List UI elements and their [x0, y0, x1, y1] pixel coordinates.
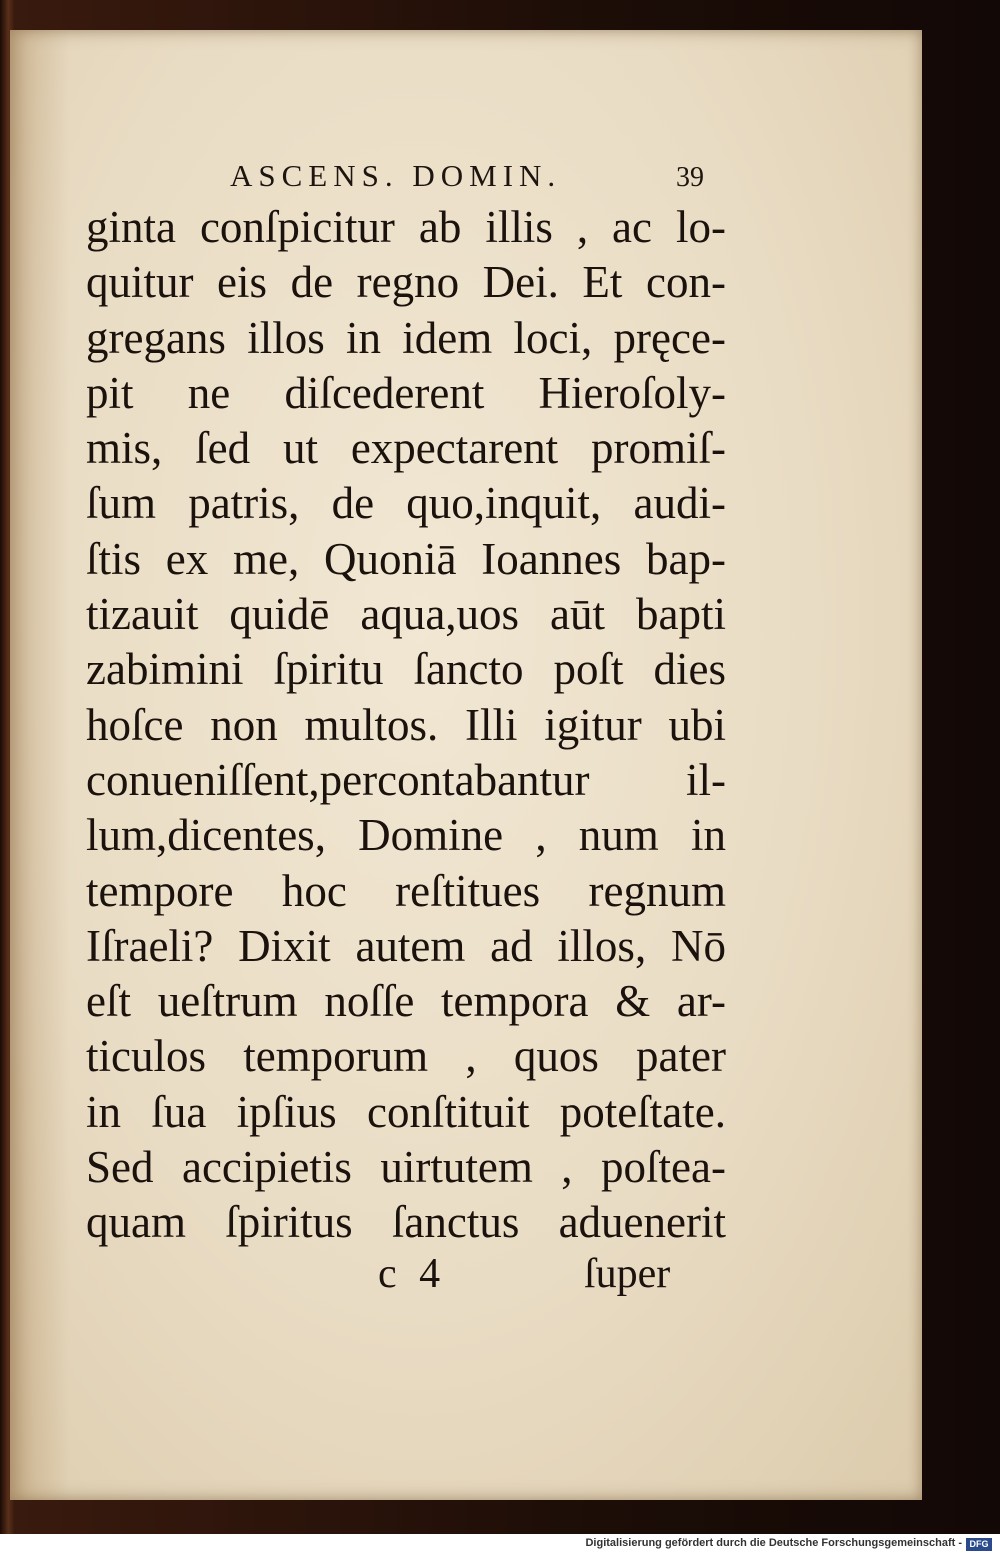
- page-gutter-shadow: [10, 30, 70, 1500]
- text-line: pit ne diſcederent Hieroſoly-: [86, 367, 726, 418]
- text-line: ſum patris, de quo,inquit, audi-: [86, 478, 726, 529]
- running-head: [230, 150, 704, 200]
- text-line: tizauit quidē aqua,uos aūt bapti: [86, 589, 726, 640]
- text-line: quitur eis de regno Dei. Et con-: [86, 257, 726, 308]
- text-line: mis, ſed ut expectarent promiſ-: [86, 423, 726, 474]
- running-head-title: ASCENS. DOMIN.: [230, 158, 562, 193]
- text-line: Sed accipietis uirtutem , poſtea-: [86, 1142, 726, 1193]
- text-line: conueniſſent,percontabantur il-: [86, 754, 726, 805]
- text-line: hoſce non multos. Illi igitur ubi: [86, 699, 726, 750]
- signature-mark: c 4: [378, 1251, 441, 1297]
- text-line: lum,dicentes, Domine , num in: [86, 810, 726, 861]
- text-line: gregans illos in idem loci, pręce-: [86, 312, 726, 363]
- text-line: zabimini ſpiritu ſancto poſt dies: [86, 644, 726, 695]
- text-line: ginta conſpicitur ab illis , ac lo-: [86, 202, 726, 252]
- text-line: eſt ueſtrum noſſe tempora & ar-: [86, 976, 726, 1027]
- body-text: [86, 200, 726, 1251]
- text-line: ſtis ex me, Quoniā Ioannes bap-: [86, 533, 726, 584]
- text-line: quam ſpiritus ſanctus aduenerit: [86, 1197, 726, 1248]
- text-line: ticulos temporum , quos pater: [86, 1031, 726, 1082]
- text-line: Iſraeli? Dixit autem ad illos, Nō: [86, 920, 726, 971]
- credit-bar: [0, 1534, 1000, 1555]
- page-footer: [370, 1250, 690, 1310]
- text-line: in ſua ipſius conſtituit poteſtate.: [86, 1086, 726, 1137]
- text-line: tempore hoc reſtitues regnum: [86, 865, 726, 916]
- page-number: 39: [676, 162, 704, 193]
- dfg-logo-icon: DFG: [966, 1538, 992, 1551]
- credit-text: Digitalisierung gefördert durch die Deutsche Forschungsgemeinschaft -: [585, 1537, 962, 1549]
- catchword: ſuper: [584, 1251, 671, 1297]
